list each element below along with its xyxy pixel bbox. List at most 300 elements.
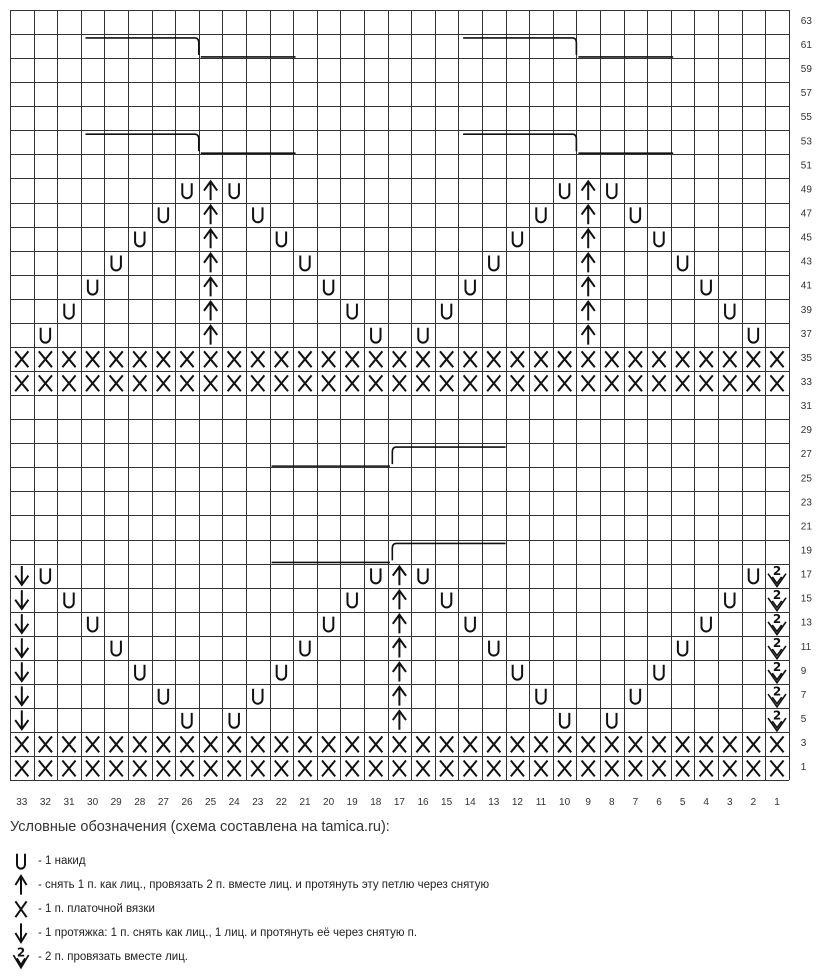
row-label: 59	[800, 64, 812, 76]
column-label: 27	[157, 797, 169, 809]
yarn-over-icon	[489, 256, 498, 271]
cross-icon	[582, 375, 595, 391]
cross-icon	[416, 736, 429, 752]
column-label: 4	[703, 797, 709, 809]
cross-icon	[770, 761, 783, 777]
cross-icon	[770, 375, 783, 391]
column-label: 9	[585, 797, 591, 809]
k2tog-icon	[768, 684, 786, 707]
cross-icon	[393, 761, 406, 777]
row-label: 35	[800, 352, 812, 364]
yarn-over-icon	[88, 280, 97, 295]
k2tog-icon	[768, 708, 786, 731]
cross-icon	[416, 375, 429, 391]
cross-icon	[534, 351, 547, 367]
cross-icon	[747, 375, 760, 391]
yarn-over-icon	[725, 592, 734, 607]
yarn-over-icon	[749, 568, 758, 583]
arrow-down-icon	[15, 710, 28, 729]
cross-icon	[346, 761, 359, 777]
cross-icon	[369, 761, 382, 777]
column-label: 26	[181, 797, 193, 809]
cross-icon	[700, 761, 713, 777]
cross-icon	[770, 736, 783, 752]
cross-icon	[369, 375, 382, 391]
arrow-down-icon	[15, 686, 28, 705]
cross-icon	[275, 736, 288, 752]
arrow-up-icon	[393, 591, 406, 610]
legend-label-centered-decrease: - снять 1 п. как лиц., провязать 2 п. вместе лиц. и протянуть эту петлю через снятую	[38, 879, 490, 891]
yarn-over-icon	[135, 665, 144, 680]
cross-icon	[39, 761, 52, 777]
row-label: 63	[800, 15, 812, 27]
column-labels	[16, 797, 780, 808]
cross-icon	[39, 375, 52, 391]
cross-icon	[251, 736, 264, 752]
cross-icon	[322, 375, 335, 391]
yarn-over-icon	[489, 641, 498, 656]
yarn-over-icon	[442, 304, 451, 319]
arrow-down-icon	[15, 638, 28, 657]
cross-icon	[700, 351, 713, 367]
cross-icon	[157, 761, 170, 777]
legend-label-ssk: - 1 протяжка: 1 п. снять как лиц., 1 лиц. и протянуть её через снятую п.	[38, 927, 418, 939]
column-label: 18	[370, 797, 382, 809]
yarn-over-icon	[701, 280, 710, 295]
row-label: 49	[800, 184, 812, 196]
cross-icon	[15, 761, 28, 777]
arrow-up-icon	[582, 181, 595, 200]
row-label: 25	[800, 473, 812, 485]
row-label: 61	[800, 40, 812, 52]
cross-icon	[487, 351, 500, 367]
legend-item-k2tog	[10, 945, 810, 969]
cross-icon	[133, 351, 146, 367]
row-label: 31	[800, 401, 812, 413]
yarn-over-icon	[88, 617, 97, 632]
yarn-over-icon	[159, 689, 168, 704]
arrow-up-icon	[582, 230, 595, 249]
cross-icon	[558, 736, 571, 752]
yarn-over-icon	[64, 304, 73, 319]
cross-icon	[180, 351, 193, 367]
cross-icon	[440, 375, 453, 391]
cross-icon	[298, 736, 311, 752]
column-label: 7	[632, 797, 639, 809]
yarn-over-icon	[631, 689, 640, 704]
cross-icon	[39, 736, 52, 752]
row-label: 27	[800, 449, 812, 461]
yarn-over-icon	[41, 568, 50, 583]
legend-label-yarn-over: - 1 накид	[38, 855, 86, 867]
k2tog-icon	[10, 945, 32, 969]
yarn-over-icon	[159, 207, 168, 222]
cross-icon	[180, 736, 193, 752]
arrow-up-icon	[204, 230, 217, 249]
cross-icon	[723, 351, 736, 367]
yarn-over-icon	[300, 641, 309, 656]
cross-icon	[511, 351, 524, 367]
cross-icon	[558, 351, 571, 367]
cross-icon	[629, 375, 642, 391]
yarn-over-icon	[560, 183, 569, 198]
cross-icon	[204, 736, 217, 752]
cross-icon	[204, 375, 217, 391]
column-label: 3	[727, 797, 733, 809]
column-label: 22	[275, 797, 287, 809]
yarn-over-icon	[135, 231, 144, 246]
cross-icon	[228, 351, 241, 367]
column-label: 28	[134, 797, 146, 809]
row-label: 55	[800, 112, 812, 124]
cross-icon	[723, 736, 736, 752]
yarn-over-icon	[253, 689, 262, 704]
yarn-over-icon	[536, 207, 545, 222]
column-label: 12	[511, 797, 523, 809]
row-label: 23	[800, 497, 812, 509]
cross-icon	[110, 375, 123, 391]
cross-icon	[676, 736, 689, 752]
arrow-up-icon	[582, 278, 595, 297]
cross-icon	[298, 761, 311, 777]
cross-icon	[133, 375, 146, 391]
arrow-down-icon	[15, 614, 28, 633]
cable-line	[463, 38, 673, 57]
row-label: 19	[800, 545, 812, 557]
k2tog-icon	[768, 588, 786, 611]
cross-icon	[487, 375, 500, 391]
cross-icon	[275, 375, 288, 391]
k2tog-icon	[768, 636, 786, 659]
arrow-up-icon	[582, 326, 595, 345]
yarn-over-icon	[371, 568, 380, 583]
cross-icon	[534, 375, 547, 391]
row-label: 9	[800, 665, 807, 677]
row-label: 47	[800, 208, 812, 220]
column-label: 16	[417, 797, 429, 809]
column-label: 21	[299, 797, 311, 809]
legend-title: Условные обозначения (схема составлена на tamica.ru):	[10, 819, 390, 835]
row-label: 3	[800, 738, 807, 750]
cross-icon	[393, 351, 406, 367]
k2tog-digit: 2	[772, 684, 782, 699]
cross-icon	[204, 351, 217, 367]
column-label: 24	[228, 797, 240, 809]
cross-icon	[346, 736, 359, 752]
cross-icon	[511, 761, 524, 777]
yarn-over-icon	[701, 617, 710, 632]
cross-icon	[251, 375, 264, 391]
column-label: 25	[205, 797, 217, 809]
cross-icon	[180, 761, 193, 777]
cross-icon	[747, 736, 760, 752]
cross-icon	[110, 761, 123, 777]
cross-icon	[747, 351, 760, 367]
yarn-over-icon	[607, 183, 616, 198]
cross-icon	[582, 736, 595, 752]
yarn-over-icon	[111, 641, 120, 656]
yarn-over-icon	[442, 592, 451, 607]
arrow-down-icon	[10, 921, 32, 945]
yarn-over-icon	[607, 713, 616, 728]
cross-icon	[605, 375, 618, 391]
cross-icon	[251, 351, 264, 367]
cross-icon	[62, 761, 75, 777]
cross-icon	[228, 375, 241, 391]
arrow-up-icon	[204, 302, 217, 321]
yarn-over-icon	[513, 231, 522, 246]
column-label: 31	[63, 797, 75, 809]
row-label: 33	[800, 377, 812, 389]
arrow-up-icon	[393, 615, 406, 634]
cross-icon	[629, 351, 642, 367]
cross-icon	[275, 761, 288, 777]
cross-icon	[534, 736, 547, 752]
cross-icon	[700, 736, 713, 752]
cross-icon	[487, 761, 500, 777]
yarn-over-icon	[465, 280, 474, 295]
yarn-over-icon	[324, 617, 333, 632]
cable-lines	[86, 38, 674, 562]
row-label: 51	[800, 160, 812, 172]
cross-icon	[629, 736, 642, 752]
cross-icon	[298, 351, 311, 367]
column-label: 2	[750, 797, 757, 809]
cross-icon	[747, 761, 760, 777]
column-label: 14	[464, 797, 476, 809]
yarn-over-icon	[465, 617, 474, 632]
cross-icon	[605, 736, 618, 752]
cross-icon	[369, 351, 382, 367]
yarn-over-icon	[560, 713, 569, 728]
row-label: 5	[800, 713, 807, 725]
cross-icon	[15, 375, 28, 391]
row-label: 13	[800, 617, 812, 629]
yarn-over-icon	[654, 231, 663, 246]
cross-icon	[464, 351, 477, 367]
yarn-over-icon	[347, 304, 356, 319]
cross-icon	[723, 761, 736, 777]
cross-icon	[15, 736, 28, 752]
column-label: 32	[39, 797, 51, 809]
cross-icon	[676, 375, 689, 391]
yarn-over-icon	[277, 665, 286, 680]
yarn-over-icon	[300, 256, 309, 271]
yarn-over-icon	[229, 713, 238, 728]
cross-icon	[369, 736, 382, 752]
arrow-up-icon	[393, 711, 406, 730]
row-label: 53	[800, 136, 812, 148]
arrow-up-icon	[582, 205, 595, 224]
cross-icon	[180, 375, 193, 391]
yarn-over-icon	[749, 328, 758, 343]
cross-icon	[10, 897, 32, 921]
arrow-up-icon	[393, 663, 406, 682]
arrow-up-icon	[204, 326, 217, 345]
cross-icon	[676, 351, 689, 367]
row-label: 57	[800, 88, 812, 100]
k2tog-digit: 2	[772, 563, 782, 578]
column-label: 17	[393, 797, 405, 809]
yarn-over-icon	[678, 256, 687, 271]
arrow-down-icon	[15, 566, 28, 585]
row-label: 17	[800, 569, 812, 581]
column-label: 20	[323, 797, 335, 809]
row-label: 11	[800, 641, 812, 653]
cross-icon	[15, 351, 28, 367]
column-label: 1	[774, 797, 780, 809]
legend-label-garter-stitch: - 1 п. платочной вязки	[38, 903, 155, 915]
arrow-up-icon	[204, 278, 217, 297]
yarn-over-icon	[678, 641, 687, 656]
yarn-over-icon	[631, 207, 640, 222]
cross-icon	[133, 761, 146, 777]
arrow-up-icon	[393, 566, 406, 585]
cross-icon	[157, 375, 170, 391]
column-label: 19	[346, 797, 358, 809]
row-label: 1	[800, 762, 807, 774]
k2tog-digit: 2	[772, 636, 782, 651]
legend-item-centered-decrease	[10, 873, 810, 897]
arrow-down-icon	[15, 590, 28, 609]
column-label: 5	[679, 797, 686, 809]
k2tog-digit: 2	[772, 660, 782, 675]
yarn-over-icon	[41, 328, 50, 343]
cross-icon	[511, 736, 524, 752]
cross-icon	[346, 351, 359, 367]
k2tog-icon	[768, 564, 786, 587]
cross-icon	[605, 761, 618, 777]
arrow-up-icon	[204, 181, 217, 200]
cross-icon	[487, 736, 500, 752]
yarn-over-icon	[182, 183, 191, 198]
yarn-over-icon	[725, 304, 734, 319]
legend-item-yarn-over	[10, 849, 810, 873]
arrow-up-icon	[582, 302, 595, 321]
cross-icon	[393, 736, 406, 752]
cross-icon	[86, 761, 99, 777]
cross-icon	[416, 351, 429, 367]
cross-icon	[322, 761, 335, 777]
cross-icon	[464, 761, 477, 777]
cross-icon	[110, 351, 123, 367]
cross-icon	[440, 736, 453, 752]
cross-icon	[558, 761, 571, 777]
cross-icon	[511, 375, 524, 391]
k2tog-icon	[768, 660, 786, 683]
yarn-over-icon	[654, 665, 663, 680]
cross-icon	[86, 351, 99, 367]
cross-icon	[652, 761, 665, 777]
cross-icon	[157, 736, 170, 752]
yarn-over-icon	[64, 592, 73, 607]
cross-icon	[322, 736, 335, 752]
cross-icon	[440, 351, 453, 367]
arrow-up-icon	[10, 873, 32, 897]
yarn-over-icon	[418, 568, 427, 583]
cross-icon	[605, 351, 618, 367]
k2tog-icon	[768, 612, 786, 635]
column-label: 23	[252, 797, 264, 809]
column-label: 33	[16, 797, 28, 809]
cross-icon	[676, 761, 689, 777]
cross-icon	[157, 351, 170, 367]
cross-icon	[228, 736, 241, 752]
yarn-over-icon	[418, 328, 427, 343]
row-labels	[801, 16, 813, 773]
yarn-over-icon	[229, 183, 238, 198]
row-label: 39	[800, 304, 812, 316]
cross-icon	[700, 375, 713, 391]
column-label: 8	[609, 797, 615, 809]
column-label: 6	[656, 797, 662, 809]
cross-icon	[133, 736, 146, 752]
cross-icon	[534, 761, 547, 777]
cross-icon	[652, 375, 665, 391]
cross-icon	[464, 736, 477, 752]
yarn-over-icon	[371, 328, 380, 343]
arrow-up-icon	[582, 254, 595, 273]
arrow-up-icon	[393, 639, 406, 658]
row-label: 37	[800, 328, 812, 340]
cross-icon	[770, 351, 783, 367]
cross-icon	[582, 351, 595, 367]
legend-item-ssk	[10, 921, 810, 945]
k2tog-digit: 2	[772, 708, 782, 723]
row-label: 21	[800, 521, 812, 533]
cross-icon	[228, 761, 241, 777]
legend	[10, 815, 810, 969]
cross-icon	[39, 351, 52, 367]
cross-icon	[62, 375, 75, 391]
cross-icon	[440, 761, 453, 777]
cross-icon	[275, 351, 288, 367]
cross-icon	[464, 375, 477, 391]
column-label: 13	[488, 797, 500, 809]
cross-icon	[723, 375, 736, 391]
k2tog-digit: 2	[16, 945, 26, 960]
cross-icon	[86, 375, 99, 391]
row-label: 15	[800, 593, 812, 605]
k2tog-digit: 2	[772, 587, 782, 602]
column-label: 30	[87, 797, 99, 809]
row-label: 43	[800, 256, 812, 268]
cross-icon	[393, 375, 406, 391]
arrow-down-icon	[15, 662, 28, 681]
cross-icon	[62, 351, 75, 367]
chart-symbols	[15, 181, 786, 776]
column-label: 15	[441, 797, 453, 809]
yarn-over-icon	[111, 256, 120, 271]
arrow-up-icon	[204, 205, 217, 224]
yarn-over-icon	[10, 849, 32, 873]
cross-icon	[629, 761, 642, 777]
cross-icon	[558, 375, 571, 391]
row-label: 41	[800, 280, 812, 292]
legend-item-garter-stitch	[10, 897, 810, 921]
row-label: 29	[800, 425, 812, 437]
column-label: 29	[110, 797, 122, 809]
cross-icon	[62, 736, 75, 752]
cable-line	[86, 134, 296, 153]
column-label: 10	[559, 797, 571, 809]
yarn-over-icon	[253, 207, 262, 222]
yarn-over-icon	[513, 665, 522, 680]
cross-icon	[110, 736, 123, 752]
cable-line	[86, 38, 296, 57]
row-label: 7	[800, 689, 807, 701]
yarn-over-icon	[536, 689, 545, 704]
